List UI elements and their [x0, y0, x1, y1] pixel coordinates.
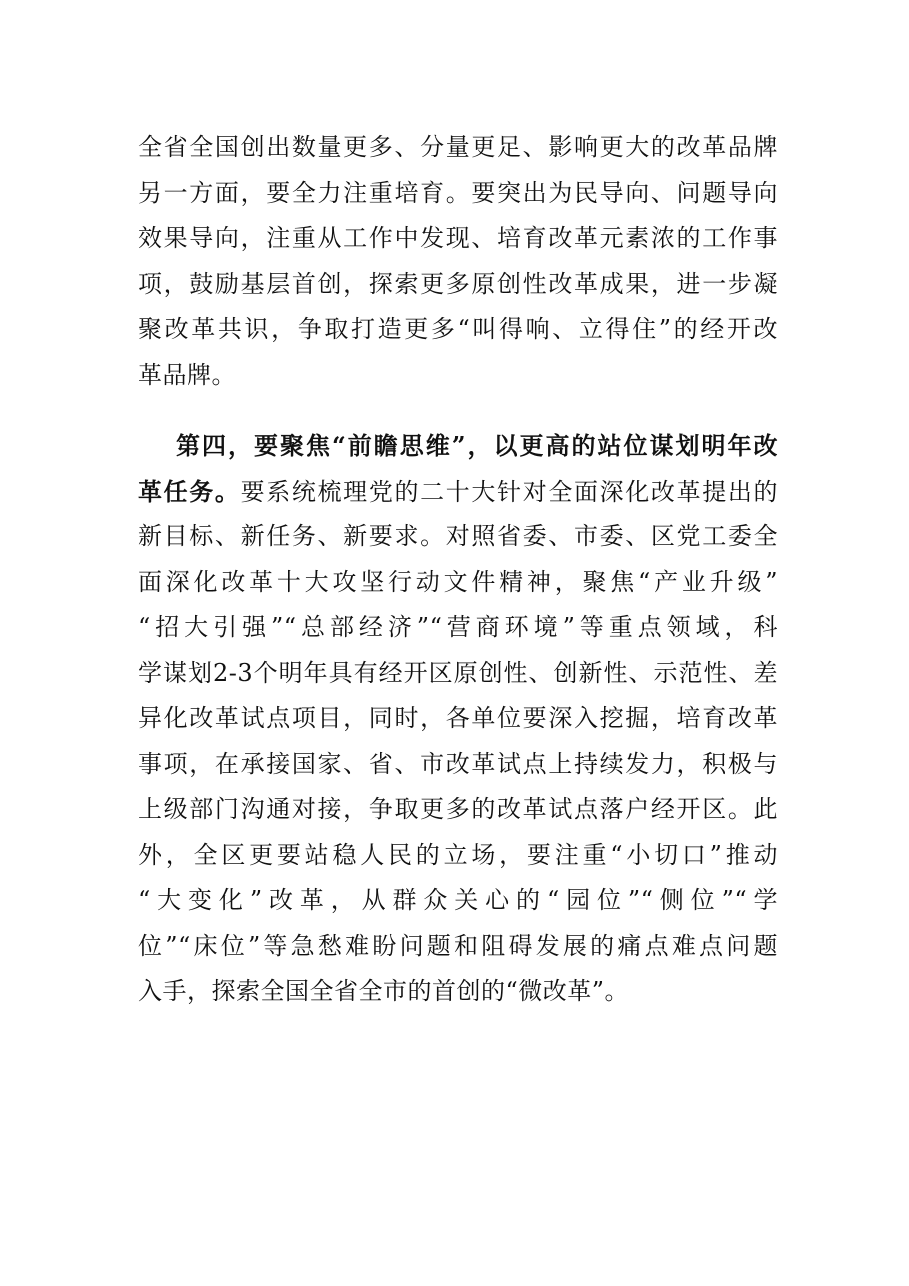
paragraph-brand-cultivation [138, 125, 778, 398]
text-line: 面深化改革十大攻坚行动文件精神，聚焦“产业升级” [138, 567, 778, 596]
text-line: 新目标、新任务、新要求。对照省委、市委、区党工委全 [138, 522, 778, 550]
text-line: 项，鼓励基层首创，探索更多原创性改革成果，进一步凝 [138, 269, 778, 298]
text-line: “大变化”改革，从群众关心的“园位”“侧位”“学 [138, 886, 778, 914]
text-line: 位”“床位”等急愁难盼问题和阻碍发展的痛点难点问题 [138, 931, 778, 960]
paragraph-forward-thinking [138, 423, 778, 1015]
text-line: 全省全国创出数量更多、分量更足、影响更大的改革品牌 [138, 133, 778, 161]
text-line [138, 469, 778, 515]
section-heading-end: 革任务。 [138, 476, 241, 506]
text-line: 另一方面，要全力注重培育。要突出为民导向、问题导向 [138, 178, 778, 207]
text-line: 效果导向，注重从工作中发现、培育改革元素浓的工作事 [138, 224, 778, 252]
text-line: 上级部门沟通对接，争取更多的改革试点落户经开区。此 [138, 795, 778, 823]
text-line: 事项，在承接国家、省、市改革试点上持续发力，积极与 [138, 749, 778, 778]
text-line: 聚改革共识，争取打造更多“叫得响、立得住”的经开改 [138, 315, 778, 343]
text-line: 革品牌。 [138, 360, 236, 389]
section-heading: 第四，要聚焦“前瞻思维”，以更高的站位谋划明年改 [176, 431, 778, 460]
text-line: 学谋划2-3个明年具有经开区原创性、创新性、示范性、差 [138, 658, 778, 687]
text-line: “招大引强”“总部经济”“营商环境”等重点领域，科 [138, 613, 778, 641]
text-line: 入手，探索全国全省全市的首创的“微改革”。 [138, 977, 630, 1005]
text-line: 外，全区更要站稳人民的立场，要注重“小切口”推动 [138, 840, 778, 869]
text-line: 异化改革试点项目，同时，各单位要深入挖掘，培育改革 [138, 704, 778, 732]
text-line-rest: 要系统梳理党的二十大针对全面深化改革提出的 [240, 477, 779, 506]
